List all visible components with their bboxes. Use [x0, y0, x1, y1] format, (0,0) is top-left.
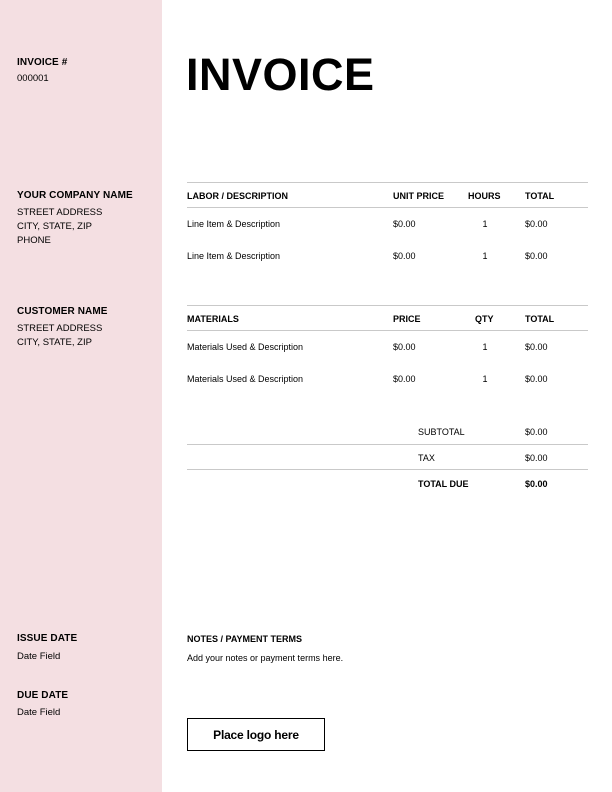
subtotal-value: $0.00	[525, 427, 548, 437]
labor-header-rule	[187, 207, 588, 208]
total-due-label: TOTAL DUE	[418, 479, 469, 489]
issue-date-value: Date Field	[17, 651, 61, 662]
tax-label: TAX	[418, 453, 435, 463]
materials-header-qty: QTY	[475, 314, 494, 324]
subtotal-rule	[187, 444, 588, 445]
issue-date-label: ISSUE DATE	[17, 633, 78, 644]
total-due-value: $0.00	[525, 479, 548, 489]
labor-header-hours: HOURS	[468, 191, 501, 201]
company-phone: PHONE	[17, 235, 51, 246]
notes-text[interactable]: Add your notes or payment terms here.	[187, 653, 344, 663]
materials-row-2-total: $0.00	[525, 374, 548, 384]
labor-row-1-description: Line Item & Description	[187, 219, 281, 229]
materials-header-price: PRICE	[393, 314, 421, 324]
materials-row-1-total: $0.00	[525, 342, 548, 352]
tax-value: $0.00	[525, 453, 548, 463]
customer-street: STREET ADDRESS	[17, 323, 103, 334]
materials-header-total: TOTAL	[525, 314, 555, 324]
labor-header-unit-price: UNIT PRICE	[393, 191, 445, 201]
company-name: YOUR COMPANY NAME	[17, 190, 133, 201]
labor-row-2-total: $0.00	[525, 251, 548, 261]
notes-heading: NOTES / PAYMENT TERMS	[187, 634, 303, 644]
sidebar-panel	[0, 0, 162, 792]
company-street: STREET ADDRESS	[17, 207, 103, 218]
subtotal-label: SUBTOTAL	[418, 427, 465, 437]
company-city: CITY, STATE, ZIP	[17, 221, 92, 232]
materials-row-2-description: Materials Used & Description	[187, 374, 304, 384]
labor-row-1-price: $0.00	[393, 219, 416, 229]
customer-name: CUSTOMER NAME	[17, 306, 108, 317]
labor-header-total: TOTAL	[525, 191, 555, 201]
labor-row-1-total: $0.00	[525, 219, 548, 229]
invoice-number-label: INVOICE #	[17, 57, 68, 68]
labor-header-description: LABOR / DESCRIPTION	[187, 191, 289, 201]
materials-header-rule	[187, 330, 588, 331]
materials-row-1-description: Materials Used & Description	[187, 342, 304, 352]
labor-top-rule	[187, 182, 588, 183]
due-date-label: DUE DATE	[17, 690, 69, 701]
tax-rule	[187, 469, 588, 470]
materials-top-rule	[187, 305, 588, 306]
labor-row-1-hours: 1	[482, 219, 488, 229]
materials-row-2-price: $0.00	[393, 374, 416, 384]
materials-row-1-price: $0.00	[393, 342, 416, 352]
customer-city: CITY, STATE, ZIP	[17, 337, 92, 348]
labor-row-2-hours: 1	[482, 251, 488, 261]
labor-row-2-description: Line Item & Description	[187, 251, 281, 261]
invoice-number: 000001	[17, 73, 49, 84]
logo-placeholder[interactable]: Place logo here	[187, 718, 325, 751]
materials-row-1-qty: 1	[482, 342, 488, 352]
materials-row-2-qty: 1	[482, 374, 488, 384]
due-date-value: Date Field	[17, 707, 61, 718]
page-title: INVOICE	[186, 49, 375, 100]
labor-row-2-price: $0.00	[393, 251, 416, 261]
materials-header-description: MATERIALS	[187, 314, 239, 324]
